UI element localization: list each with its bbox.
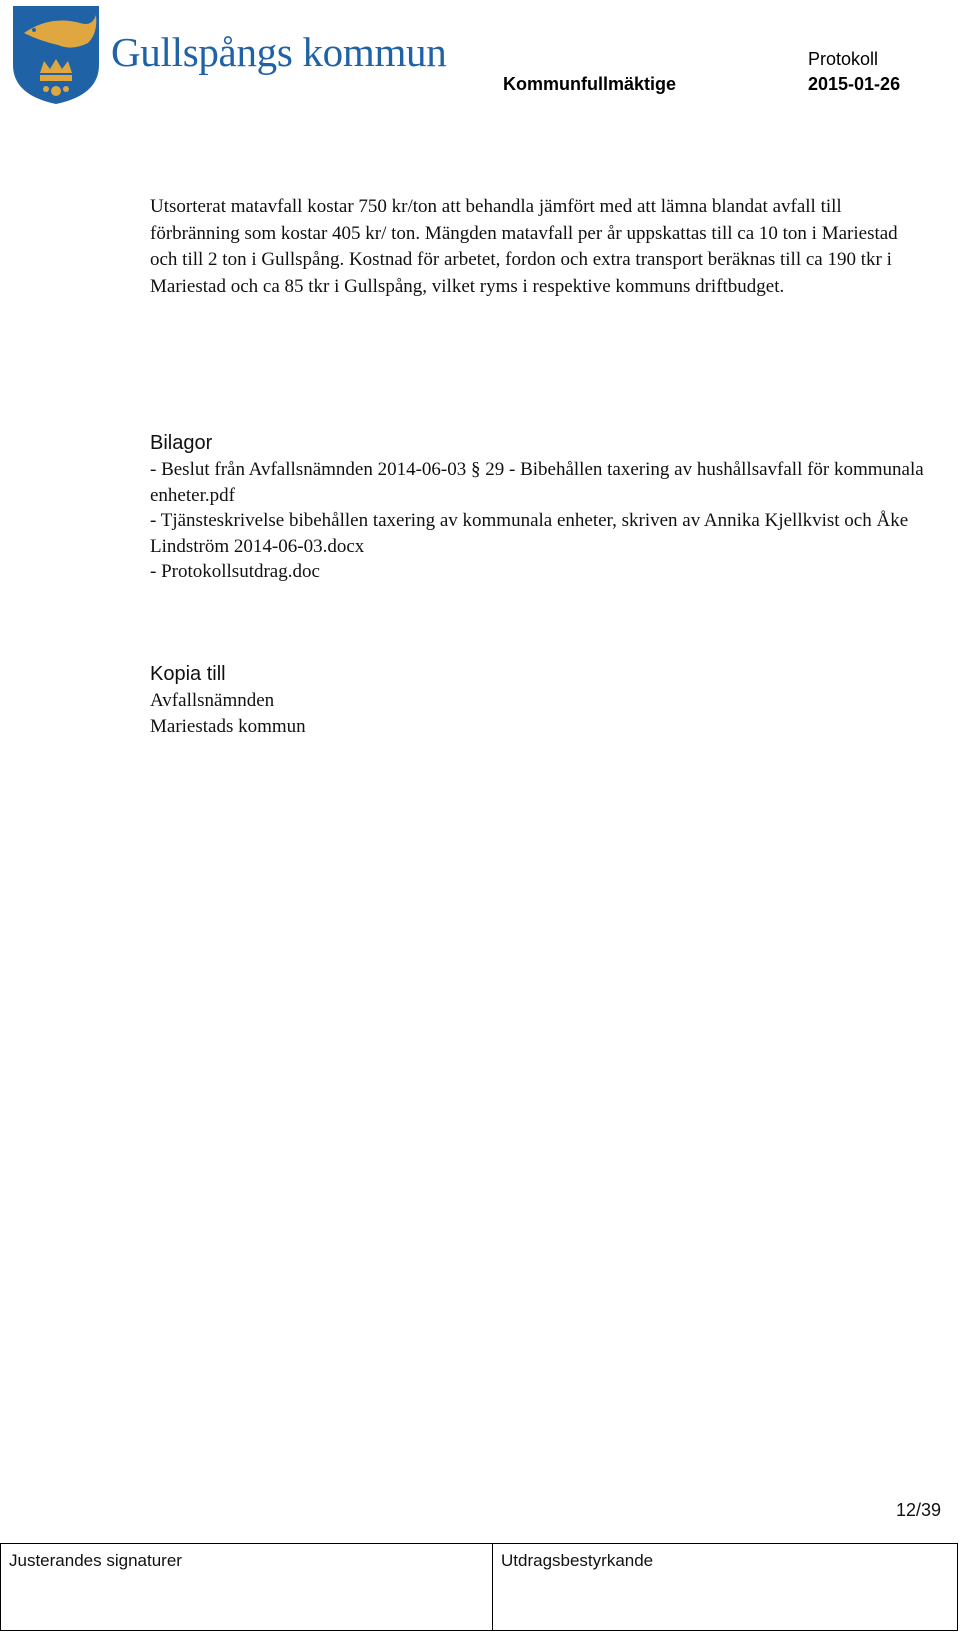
- attachment-item: - Tjänsteskrivelse bibehållen taxering av kommunala enheter, skriven av Annika Kjellkvist och Åke Lindström 2014-06-03.docx: [150, 510, 909, 557]
- attachment-item: - Beslut från Avfallsnämnden 2014-06-03 § 29 - Bibehållen taxering av hushållsavfall för kommunala enheter.pdf: [150, 459, 924, 506]
- certification-box: [493, 1544, 957, 1630]
- copy-to-heading: Kopia till: [150, 663, 226, 685]
- org-name: Gullspångs kommun: [111, 29, 447, 75]
- attachment-item: - Protokollsutdrag.doc: [150, 561, 320, 582]
- copy-recipient: Avfallsnämnden: [150, 690, 275, 711]
- attachments-heading: Bilagor: [150, 432, 213, 454]
- document-date: 2015-01-26: [808, 74, 901, 94]
- signature-label: Justerandes signaturer: [9, 1551, 182, 1570]
- page-number: 12/39: [896, 1500, 942, 1520]
- signature-box: [1, 1544, 493, 1630]
- coat-of-arms-logo: [10, 3, 102, 106]
- governing-body: Kommunfullmäktige: [503, 74, 677, 94]
- certification-label: Utdragsbestyrkande: [501, 1551, 654, 1570]
- signature-footer: [0, 1543, 958, 1631]
- attachments-list: [150, 457, 940, 585]
- copy-recipient: Mariestads kommun: [150, 716, 306, 737]
- main-paragraph: Utsorterat matavfall kostar 750 kr/ton att behandla jämfört med att lämna blandat avfall till förbränning som kostar 405 kr/ ton. Mängden matavfall per år uppskattas till ca 10 ton i Mariestad och till 2 ton i Gullspång. Kostnad för arbetet, fordon och extra transport beräknas till ca 190 tkr i Mariestad och ca 85 tkr i Gullspång, vilket ryms i respektive kommuns driftbudget.: [150, 196, 898, 297]
- document-type: Protokoll: [808, 49, 879, 69]
- copy-to-list: [150, 688, 306, 740]
